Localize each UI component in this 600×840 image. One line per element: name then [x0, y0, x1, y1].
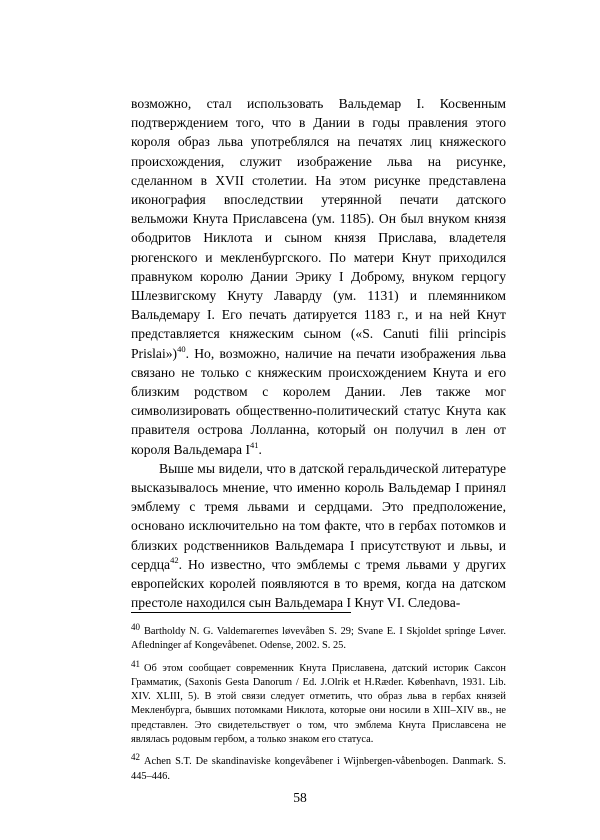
- footnote-42: [131, 750, 506, 784]
- footnote-text: Achen S.T. De skandinaviske kongevåbener i Wijnbergen-våbenbogen. Danmark. S. 445–446.: [131, 756, 506, 782]
- footnote-divider: [131, 612, 351, 613]
- footnote-number: 42: [131, 752, 140, 763]
- page-number: 58: [293, 790, 307, 805]
- paragraph-1-text-a: возможно, стал использовать Вальдемар I. Косвенным подтверждением того, что в Дании в годы правления этого короля образ льва употреблялся на печатях лиц княжеского происхождения, служит изображение льва на рисунке, сделанном в XVII столетии. На этом рисунке представлена иконография впоследствии утерянной печати датского вельможи Кнута Приславсена (ум. 1185). Он был внуком князя ободритов Никлота и сыном князя Прислава, владетеля рюгенского и мекленбургского. По матери Кнут приходился правнуком королю Дании Эрику I Доброму, внуком герцогу Шлезвигскому Кнуту Лаварду (ум. 1131) и племянником Вальдемару I. Его печать датируется 1183 г., и на ней Кнут представляется княжеским сыном («S. Canuti filii principis Prislai»): [131, 96, 506, 361]
- footnote-ref-40[interactable]: 40: [177, 343, 186, 354]
- paragraph-1-text-c: .: [258, 441, 262, 457]
- footnote-text: Об этом сообщает современник Кнута Приславена, датский историк Саксон Грамматик, (Saxonis Gesta Danorum / Ed. J.Olrik et H.Ræder. København, 1931. Lib. XIV. XLIII, 5). В этой связи следует отметить, что образ льва в гербах князей Мекленбурга, бывших потомками Никлота, которые они носили в XIII–XIV вв., не представлен. Это свидетельствует о том, что эмблема Кнута Приславсена не являлась родовым гербом, а только знаком его статуса.: [131, 662, 506, 746]
- footnotes: [131, 620, 506, 787]
- footnote-number: 41: [131, 658, 140, 669]
- footnote-ref-41[interactable]: 41: [250, 439, 259, 450]
- footnote-number: 40: [131, 622, 140, 632]
- paragraph-1: [131, 94, 506, 459]
- paragraph-2-text-b: . Но известно, что эмблемы с тремя львами у других европейских королей появляются в то время, когда на датском престоле находился сын Вальдемара I Кнут VI. Следова-: [131, 556, 506, 611]
- main-text: [131, 94, 506, 612]
- footnote-40: [131, 620, 506, 654]
- paragraph-2-text-a: Выше мы видели, что в датской геральдической литературе высказывалось мнение, что именно король Вальдемар I принял эмблему с тремя львами и сердцами. Это предположение, основано исключительно на том факте, что в гербах потомков и близких родственников Вальдемара I присутствуют и львы, и сердца: [131, 460, 506, 572]
- footnote-41: [131, 657, 506, 748]
- footnote-ref-42[interactable]: 42: [170, 554, 179, 565]
- paragraph-1-text-b: . Но, возможно, наличие на печати изображения льва связано не только с княжеским происхождением Кнута и его близким родством с королем Дании. Лев также мог символизировать общественно-политический статус Кнута как правителя острова Лолланна, который он получил в лен от короля Вальдемара I: [131, 345, 506, 457]
- footnote-text: Bartholdy N. G. Valdemarernes løvevåben S. 29; Svane E. I Skjoldet springe Løver. Afledninger af Kongevåbenet. Odense, 2002. S. 25.: [131, 626, 506, 652]
- paragraph-2: [131, 459, 506, 613]
